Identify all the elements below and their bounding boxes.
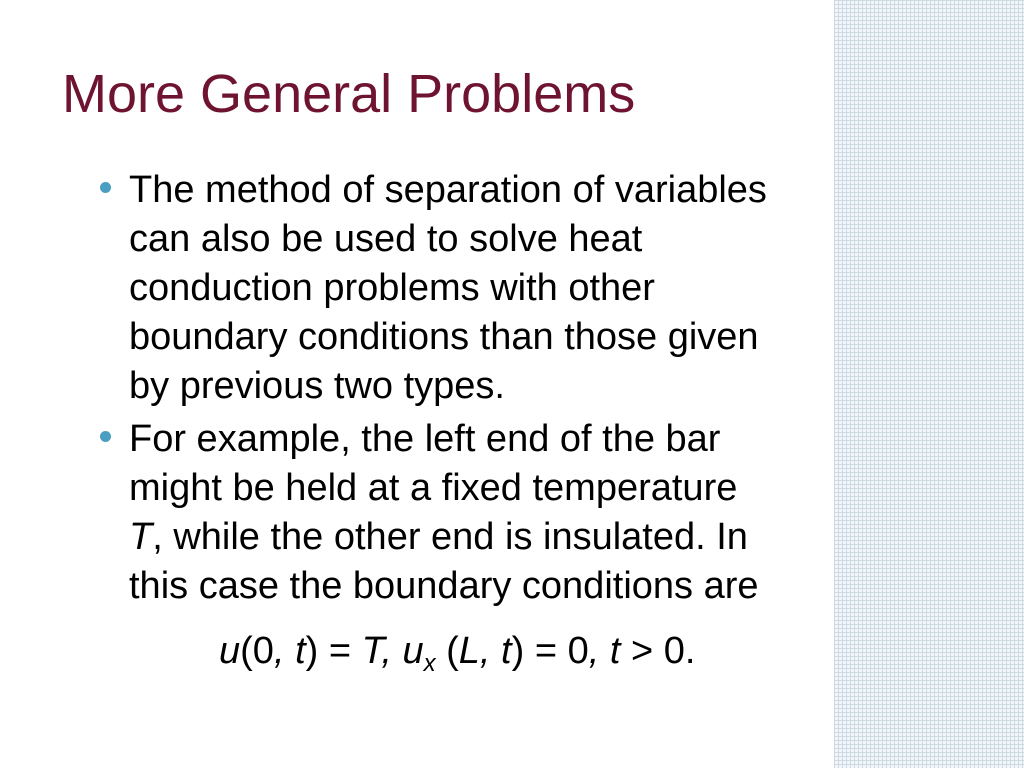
bullet-1-line-4: boundary conditions than those given (129, 316, 759, 358)
bullet-dot-icon (100, 431, 111, 442)
eq-comma1: , (273, 630, 285, 672)
eq-t2: t (609, 630, 621, 672)
eq-L-t: L, t (458, 630, 512, 672)
boundary-conditions-equation (219, 627, 695, 676)
bullet-2-line-3 (129, 513, 900, 562)
bullet-1-line-1: The method of separation of variables (129, 169, 767, 211)
eq-u: u (219, 630, 241, 672)
eq-ux: u (402, 630, 424, 672)
eq-t1: t (295, 630, 306, 672)
bullet-1-line-2: can also be used to solve heat (129, 218, 643, 260)
eq-comma2: , (588, 630, 600, 672)
bullet-dot-icon (100, 182, 111, 193)
bullet-item-1 (100, 166, 900, 411)
eq-x-subscript: x (423, 650, 436, 677)
bullet-1-line-5: by previous two types. (129, 365, 505, 407)
bullet-2-line-3-text: , while the other end is insulated. In (152, 516, 748, 558)
eq-close1: ) = (305, 630, 362, 672)
bullet-2-line-4: this case the boundary conditions are (129, 565, 759, 607)
eq-T: T, (361, 630, 392, 672)
slide-title: More General Problems (62, 64, 636, 124)
bullet-1-line-3: conduction problems with other (129, 267, 655, 309)
eq-open1: (0 (240, 630, 274, 672)
temperature-symbol: T (129, 516, 153, 558)
bullet-2-line-2: might be held at a fixed temperature (129, 467, 738, 509)
bullet-list (100, 166, 900, 615)
eq-gt: > 0. (620, 630, 696, 672)
eq-open2: ( (435, 630, 459, 672)
bullet-item-2 (100, 415, 900, 611)
bullet-2-line-1: For example, the left end of the bar (129, 418, 721, 460)
eq-close2: ) = 0 (511, 630, 589, 672)
